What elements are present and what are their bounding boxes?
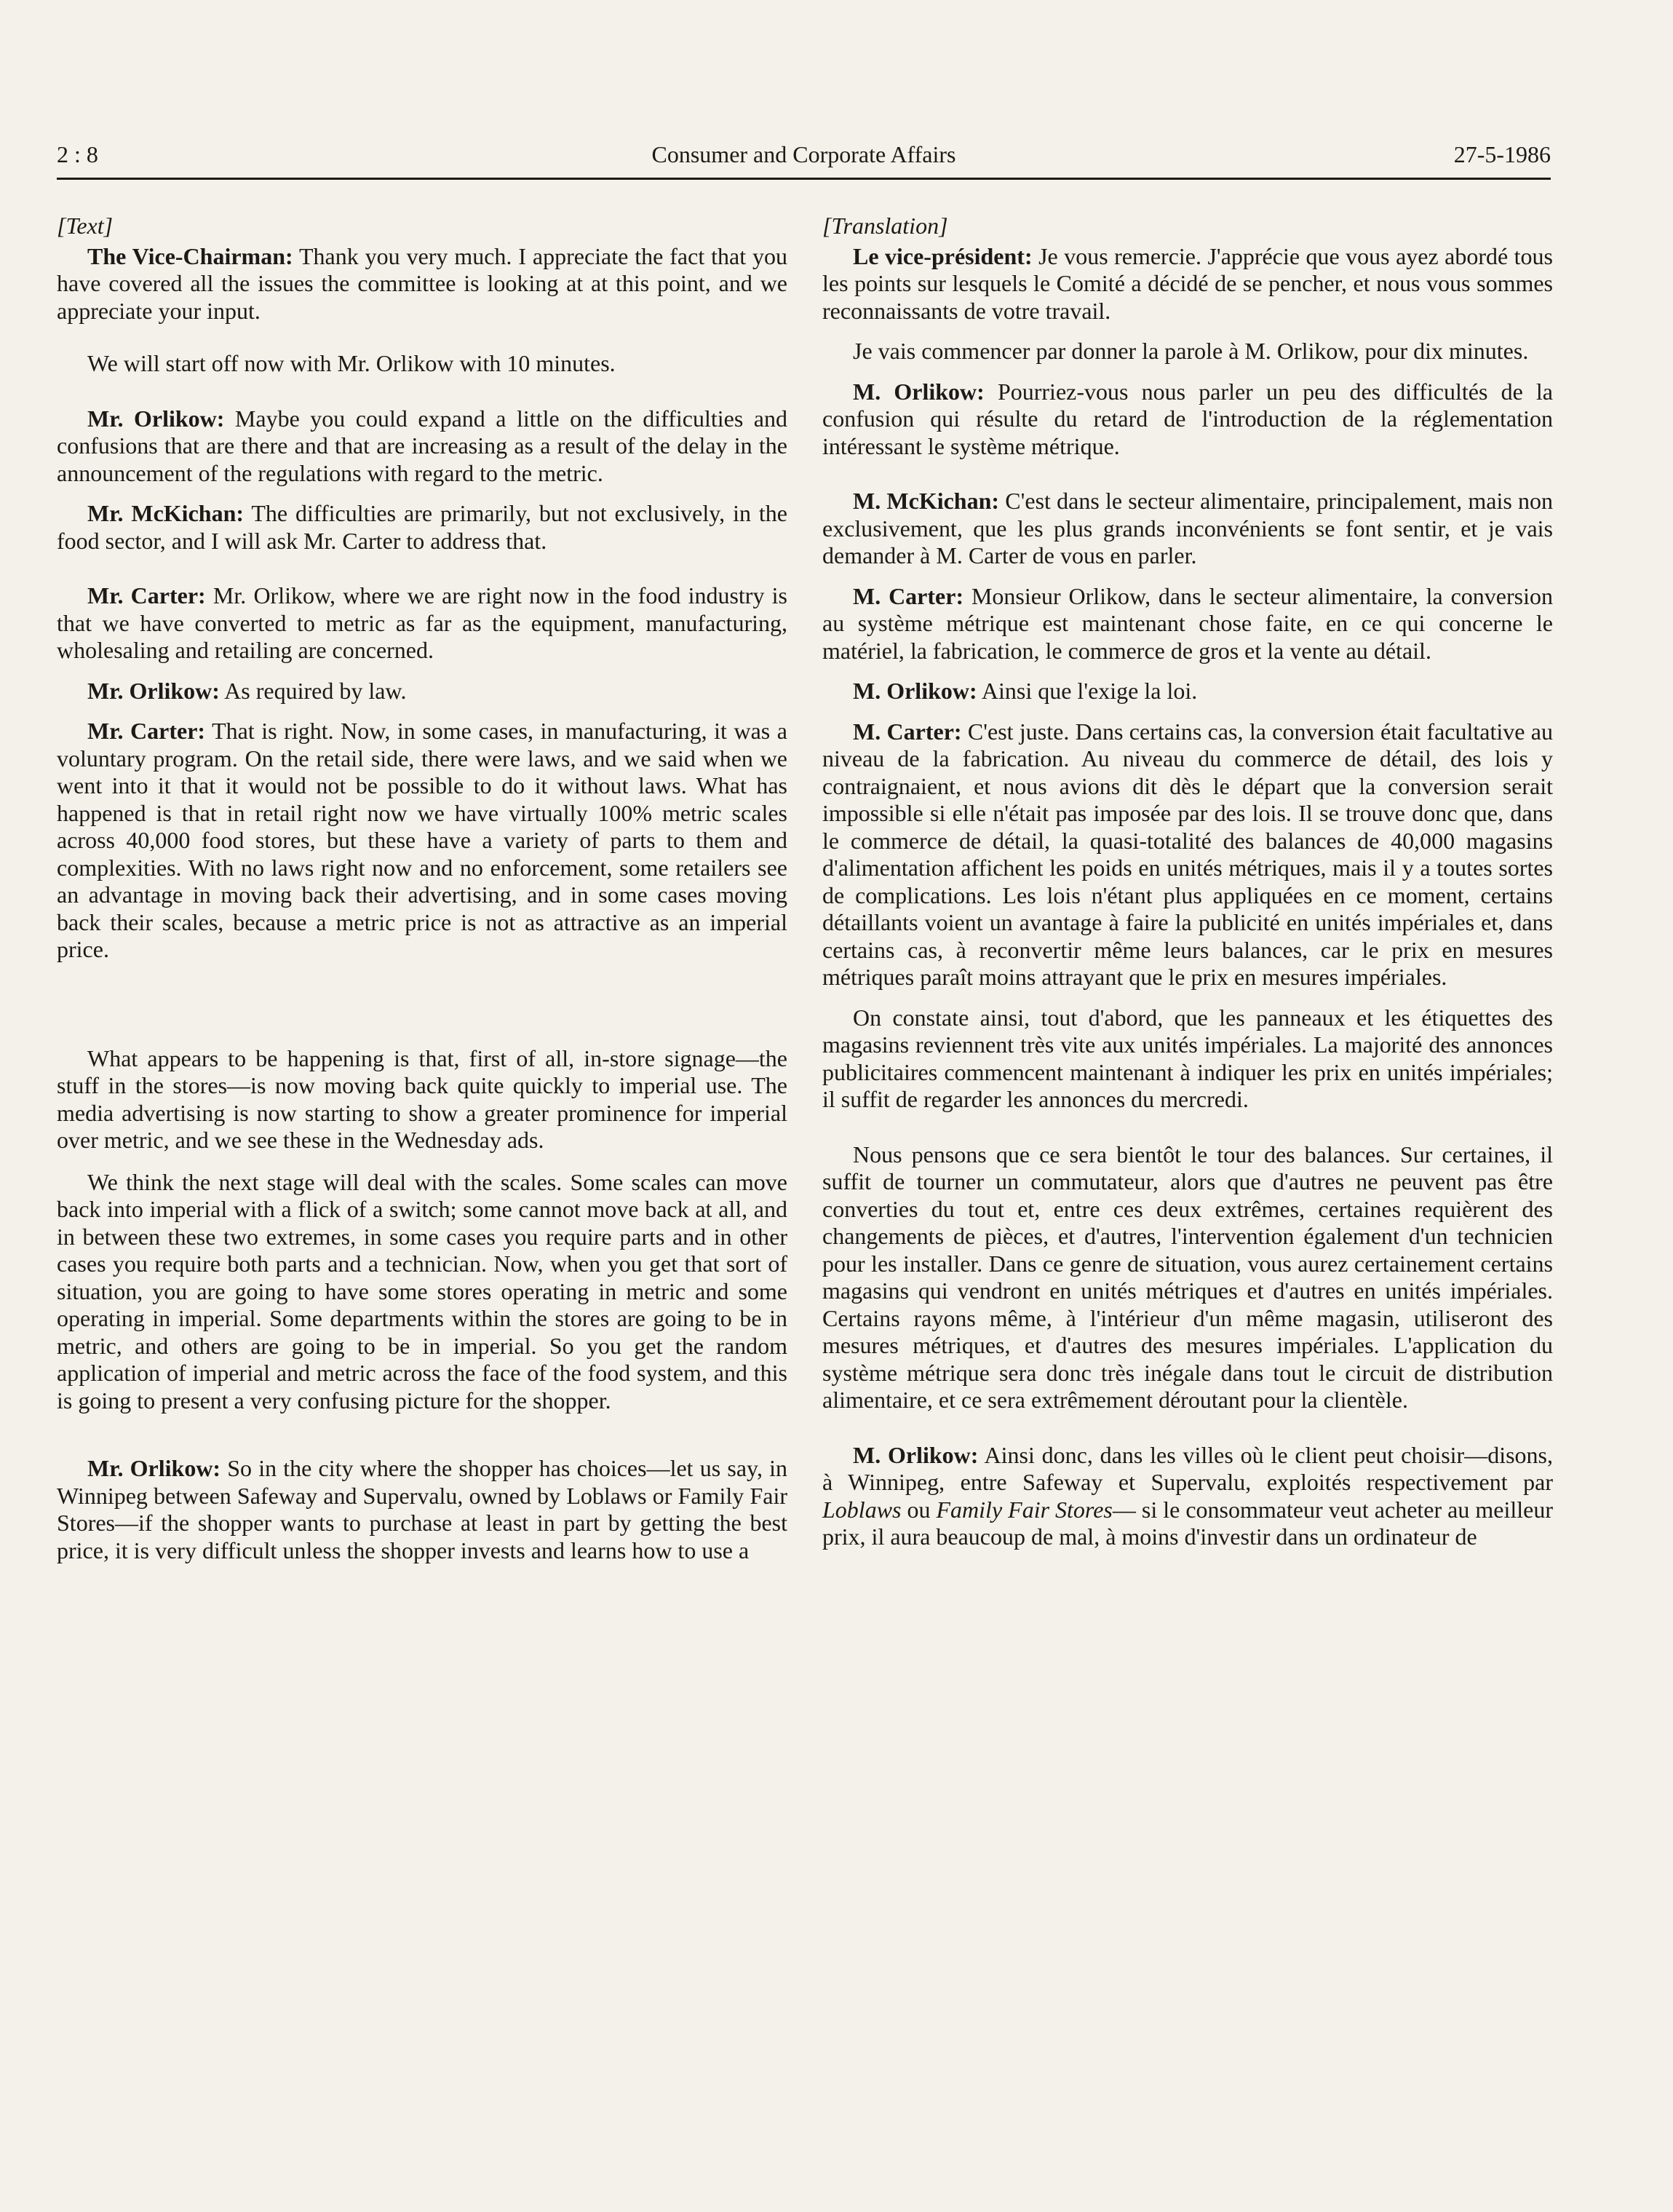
speaker: Mr. Orlikow: — [87, 1455, 221, 1481]
paragraph: Le vice-président: Je vous remercie. J'apprécie que vous ayez abordé tous les points sur lesquels le Comité a décidé de se pencher, et nous vous sommes reconnaissants de votre travail. — [822, 242, 1554, 324]
paragraph: Mr. Carter: Mr. Orlikow, where we are right now in the food industry is that we have converted to metric as far as the equipment, manufacturing, wholesaling and retailing are concerned. — [57, 582, 788, 663]
paragraph: Mr. Carter: That is right. Now, in some cases, in manufacturing, it was a voluntary program. On the retail side, there were laws, and we said when we went into it that it would not be possible to do it without laws. What has happened is that in retail right now we have virtually 100% metric scales across 40,000 food stores, but these have a variety of parts to them and complexities. With no laws right now and no enforcement, some retailers see an advantage in moving back their advertising, and in some cases moving back their scales, because a metric price is not as attractive as an imperial price. — [57, 718, 788, 962]
company-name: Family Fair Stores — [936, 1496, 1113, 1523]
paragraph: The Vice-Chairman: Thank you very much. I appreciate the fact that you have covered all the issues the committee is looking at at this point, and we appreciate your input. — [57, 242, 788, 324]
paragraph: M. Orlikow: Ainsi que l'exige la loi. — [853, 678, 1198, 704]
speaker: Mr. Carter: — [87, 582, 206, 609]
speaker: Mr. Orlikow: — [87, 405, 225, 432]
speaker: M. Orlikow: — [853, 1441, 979, 1468]
paragraph: M. McKichan: C'est dans le secteur alimentaire, principalement, mais non exclusivement, que les plus grands inconvénients se font sentir, et je vais demander à M. Carter de vous en parler. — [822, 488, 1554, 568]
company-name: Loblaws — [822, 1496, 902, 1523]
speaker: M. Orlikow: — [853, 678, 977, 704]
paragraph: We will start off now with Mr. Orlikow with 10 minutes. — [87, 350, 616, 376]
speaker: M. Carter: — [853, 582, 964, 609]
speaker: Mr. McKichan: — [87, 500, 245, 526]
speaker: Mr. Carter: — [87, 718, 206, 744]
paragraph: We think the next stage will deal with the scales. Some scales can move back into imperial with a flick of a switch; some cannot move back at all, and in between these two extremes, in some cases you require parts and in other cases you require both parts and a technician. Now, when you get that sort of situation, you are going to have some stores operating in metric and some operating in imperial. Some departments within the stores are going to be in metric, and others are going to be in imperial. So you get the random application of imperial and metric across the face of the food system, and this is going to present a very confusing picture for the shopper. — [57, 1168, 787, 1414]
paragraph: M. Orlikow: Ainsi donc, dans les villes où le client peut choisir—disons, à Winnipeg, entre Safeway et Supervalu, exploités respectivement par Loblaws ou Family Fair Stores— si le consommateur veut acheter au meilleur prix, il aura beaucoup de mal, à moins d'investir dans un ordinateur de — [822, 1441, 1554, 1550]
header-title: Consumer and Corporate Affairs — [651, 141, 956, 167]
french-column — [822, 213, 1553, 1551]
paragraph: Mr. Orlikow: Maybe you could expand a little on the difficulties and confusions that are there and that are increasing as a result of the delay in the announcement of the regulations with regard to the metric. — [57, 405, 788, 486]
paragraph: On constate ainsi, tout d'abord, que les panneaux et les étiquettes des magasins reviennent très vite aux unités impériales. La majorité des annonces publicitaires commencent maintenant à indiquer les prix en unités impériales; il suffit de regarder les annonces du mercredi. — [822, 1004, 1553, 1112]
column-label: [Translation] — [822, 213, 948, 239]
paragraph: M. Carter: C'est juste. Dans certains cas, la conversion était facultative au niveau de la fabrication. Au niveau du commerce de détail, des lois y contraignaient, et nous avions dit dès le départ que la conversion serait impossible si elle n'était pas imposée par des lois. Il se trouve donc que, dans le commerce de détail, la quasi-totalité des balances de 40,000 magasins d'alimentation affichent les poids en unités métriques, mais il y a toutes sortes de complications. Les lois n'étant plus appliquées en ce moment, certains détaillants voient un avantage à faire la publicité en unités impériales et, dans certains cas, à reconvertir même leurs balances, car le prix en mesures métriques paraît moins attrayant que le prix en mesures impériales. — [822, 718, 1554, 990]
speaker: Le vice-président: — [853, 242, 1033, 269]
page-header — [57, 140, 1551, 180]
paragraph: Mr. Orlikow: As required by law. — [87, 677, 407, 704]
speaker: The Vice-Chairman: — [87, 242, 293, 269]
paragraph: Mr. McKichan: The difficulties are primarily, but not exclusively, in the food sector, and I will ask Mr. Carter to address that. — [57, 500, 788, 554]
speaker: M. Carter: — [853, 718, 962, 745]
speaker: Mr. Orlikow: — [87, 677, 220, 704]
speaker: M. McKichan: — [853, 488, 1000, 514]
paragraph: What appears to be happening is that, first of all, in-store signage—the stuff in the stores—is now moving back quite quickly to imperial use. The media advertising is now starting to show a greater prominence for imperial over metric, and we see these in the Wednesday ads. — [57, 1044, 787, 1153]
page-number: 2 : 8 — [57, 141, 98, 167]
paragraph: Nous pensons que ce sera bientôt le tour des balances. Sur certaines, il suffit de tourner un commutateur, alors que d'autres ne peuvent pas être converties du tout et, entre ces deux extrêmes, certaines requièrent des changements de pièces, et d'autres, l'intervention également d'un technicien pour les installer. Dans ce genre de situation, vous aurez certainement certains magasins qui vendront en unités métriques et d'autres en unités impériales. Certains rayons même, à l'intérieur d'un même magasin, utiliseront des mesures métriques, et d'autres des mesures impériales. L'application du système métrique sera donc très inégale dans tout le circuit de distribution alimentaire, et ce sera extrêmement déroutant pour la clientèle. — [822, 1141, 1553, 1413]
paragraph: Mr. Orlikow: So in the city where the shopper has choices—let us say, in Winnipeg between Safeway and Supervalu, owned by Loblaws or Family Fair Stores—if the shopper wants to purchase at least in part by getting the best price, it is very difficult unless the shopper invests and learns how to use a — [57, 1455, 787, 1563]
paragraph: M. Carter: Monsieur Orlikow, dans le secteur alimentaire, la conversion au système métrique est maintenant chose faite, en ce qui concerne le matériel, la fabrication, le commerce de gros et la vente au détail. — [822, 582, 1554, 664]
column-label: [Text] — [57, 213, 114, 239]
english-column — [57, 213, 787, 1564]
paragraph: Je vais commencer par donner la parole à M. Orlikow, pour dix minutes. — [853, 338, 1529, 364]
speaker: M. Orlikow: — [853, 378, 985, 405]
paragraph: M. Orlikow: Pourriez-vous nous parler un peu des difficultés de la confusion qui résulte du retard de l'introduction de la réglementation intéressant le système métrique. — [822, 378, 1554, 459]
header-date: 27-5-1986 — [1453, 141, 1551, 167]
